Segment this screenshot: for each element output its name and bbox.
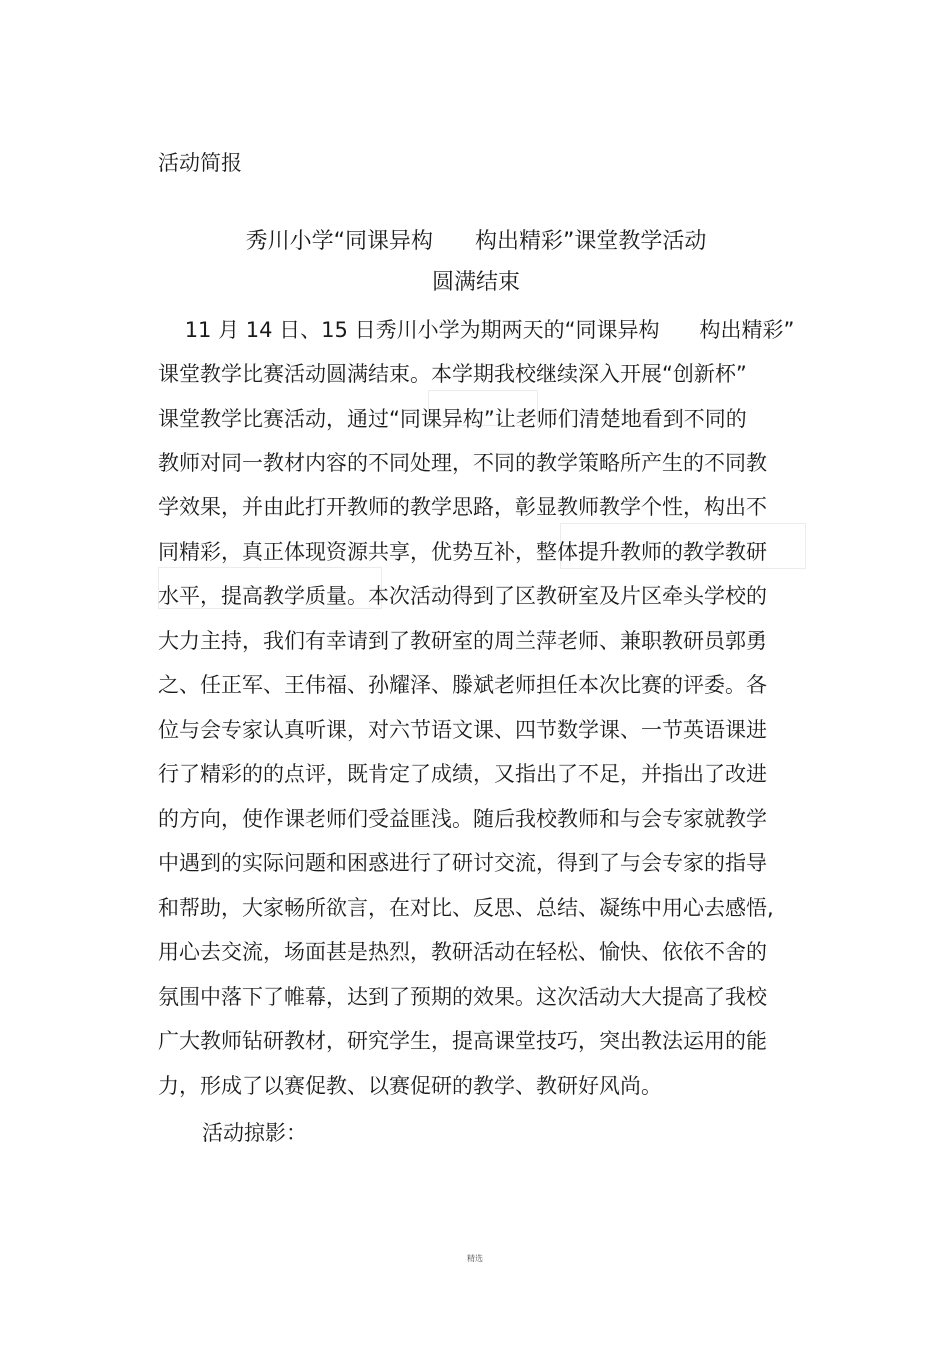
body-line: 氛围中落下了帷幕，达到了预期的效果。这次活动大大提高了我校	[158, 985, 767, 1009]
body-line: 同精彩，真正体现资源共享，优势互补，整体提升教师的教学教研	[158, 540, 767, 564]
title-line-2: 圆满结束	[431, 270, 520, 295]
document-label: 活动简报	[158, 151, 242, 175]
body-line: 用心去交流，场面甚是热烈，教研活动在轻松、愉快、依依不舍的	[158, 940, 767, 964]
body-line: 11 月 14 日、15 日秀川小学为期两天的“同课异构 构出精彩”	[158, 318, 795, 342]
body-line: 力，形成了以赛促教、以赛促研的教学、教研好风尚。	[158, 1074, 662, 1098]
body-line: 和帮助，大家畅所欲言，在对比、反思、总结、凝练中用心去感悟,	[158, 896, 774, 920]
body-line: 行了精彩的的点评，既肯定了成绩，又指出了不足，并指出了改进	[158, 762, 767, 786]
body-line: 广大教师钻研教材，研究学生，提高课堂技巧，突出教法运用的能	[158, 1029, 767, 1053]
photo-caption: 活动掠影：	[202, 1121, 307, 1145]
body-line: 大力主持，我们有幸请到了教研室的周兰萍老师、兼职教研员郭勇	[158, 629, 767, 653]
body-line: 位与会专家认真听课，对六节语文课、四节数学课、一节英语课进	[158, 718, 767, 742]
title-line-1: 秀川小学“同课异构 构出精彩”课堂教学活动	[245, 229, 707, 254]
body-line: 水平，提高教学质量。本次活动得到了区教研室及片区牵头学校的	[158, 584, 767, 608]
body-line: 的方向，使作课老师们受益匪浅。随后我校教师和与会专家就教学	[158, 807, 767, 831]
body-line: 教师对同一教材内容的不同处理，不同的教学策略所产生的不同教	[158, 451, 767, 475]
body-line: 中遇到的实际问题和困惑进行了研讨交流，得到了与会专家的指导	[158, 851, 767, 875]
body-line: 课堂教学比赛活动圆满结束。本学期我校继续深入开展“创新杯”	[158, 362, 747, 386]
body-line: 课堂教学比赛活动，通过“同课异构”让老师们清楚地看到不同的	[158, 407, 747, 431]
body-line: 之、任正军、王伟福、孙耀泽、滕斌老师担任本次比赛的评委。各	[158, 673, 767, 697]
body-line: 学效果，并由此打开教师的教学思路，彰显教师教学个性，构出不	[158, 495, 767, 519]
page-footer: 精选	[467, 1254, 483, 1263]
